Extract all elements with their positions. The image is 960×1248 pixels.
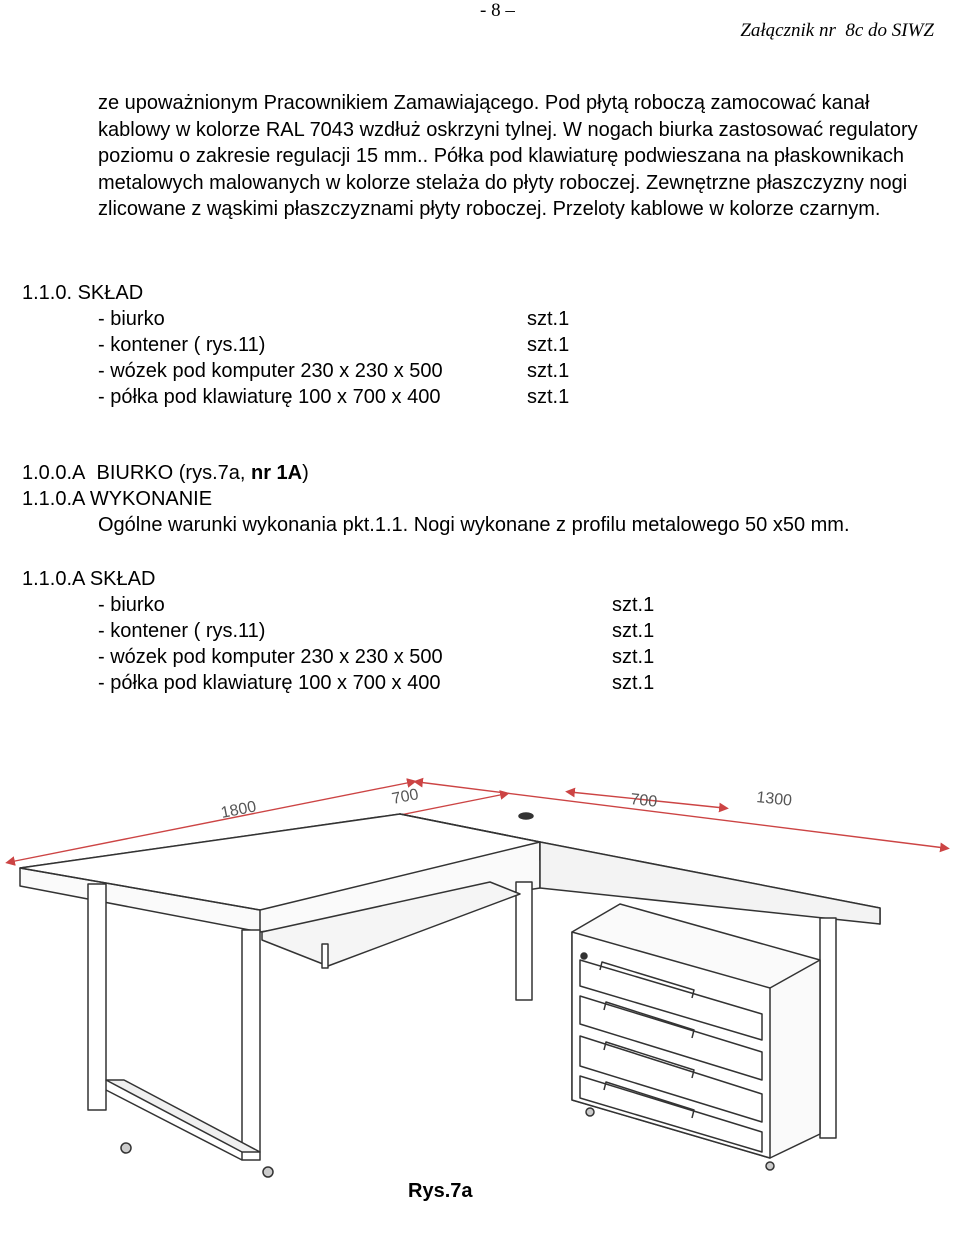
section3-item-name: - kontener ( rys.11): [98, 620, 266, 642]
attachment-prefix: Załącznik nr: [740, 20, 836, 41]
attachment-suffix: 8c do SIWZ: [845, 20, 934, 41]
section2-subtext: Ogólne warunki wykonania pkt.1.1. Nogi wykonane z profilu metalowego 50 x50 mm.: [98, 514, 850, 536]
page-number: - 8 –: [480, 0, 515, 21]
section1-item-name: - biurko: [98, 308, 165, 330]
desk-drawing: [0, 760, 960, 1180]
section1-item-qty: szt.1: [527, 386, 570, 408]
section1-item-name: - półka pod klawiaturę 100 x 700 x 400: [98, 386, 441, 408]
dimension-700-left: 700: [390, 786, 420, 808]
section3-item-name: - wózek pod komputer 230 x 230 x 500: [98, 646, 443, 668]
section1-item-name: - kontener ( rys.11): [98, 334, 266, 356]
section1-item-qty: szt.1: [527, 360, 570, 382]
dimension-1300: 1300: [755, 789, 793, 810]
section3-item-qty: szt.1: [612, 594, 655, 616]
dimension-1800: 1800: [219, 798, 258, 822]
intro-paragraph: ze upoważnionym Pracownikiem Zamawiającego. Pod płytą roboczą zamocować kanał kablowy w kolorze RAL 7043 wzdłuż oskrzyni tylnej. W nogach biurka zastosować regulatory poziomu o zakresie regulacji 15 mm.. Półka pod klawiaturę podwieszana na płaskownikach metalowych malowanych w kolorze stelaża do płyty roboczej. Zewnętrzne płaszczyzny nogi zlicowane z wąskimi płaszczyznami płyty roboczej. Przeloty kablowe w kolorze czarnym.: [98, 92, 918, 221]
section3-item-qty: szt.1: [612, 672, 655, 694]
section2-heading-ref-close: ): [302, 462, 309, 484]
section1-item-qty: szt.1: [527, 308, 570, 330]
section3-heading: 1.1.0.A SKŁAD: [22, 568, 156, 590]
section2-heading: [22, 460, 309, 486]
section1-heading: 1.1.0. SKŁAD: [22, 282, 144, 304]
figure-caption: Rys.7a: [408, 1180, 473, 1202]
section2-heading-label: BIURKO: [96, 462, 174, 484]
section2-heading-ref-open: (rys.7a,: [173, 462, 251, 484]
dimension-700-right: 700: [629, 791, 658, 811]
section3-item-qty: szt.1: [612, 646, 655, 668]
desk-lines: [20, 813, 880, 1177]
section3-item-name: - półka pod klawiaturę 100 x 700 x 400: [98, 672, 441, 694]
section2-heading-num: 1.0.0.A: [22, 462, 86, 484]
attachment-label: [740, 20, 934, 42]
section1-item-qty: szt.1: [527, 334, 570, 356]
section3-item-name: - biurko: [98, 594, 165, 616]
section2-subheading: 1.1.0.A WYKONANIE: [22, 488, 213, 510]
section3-item-qty: szt.1: [612, 620, 655, 642]
section2-heading-ref-bold: nr 1A: [251, 462, 303, 484]
section1-item-name: - wózek pod komputer 230 x 230 x 500: [98, 360, 443, 382]
